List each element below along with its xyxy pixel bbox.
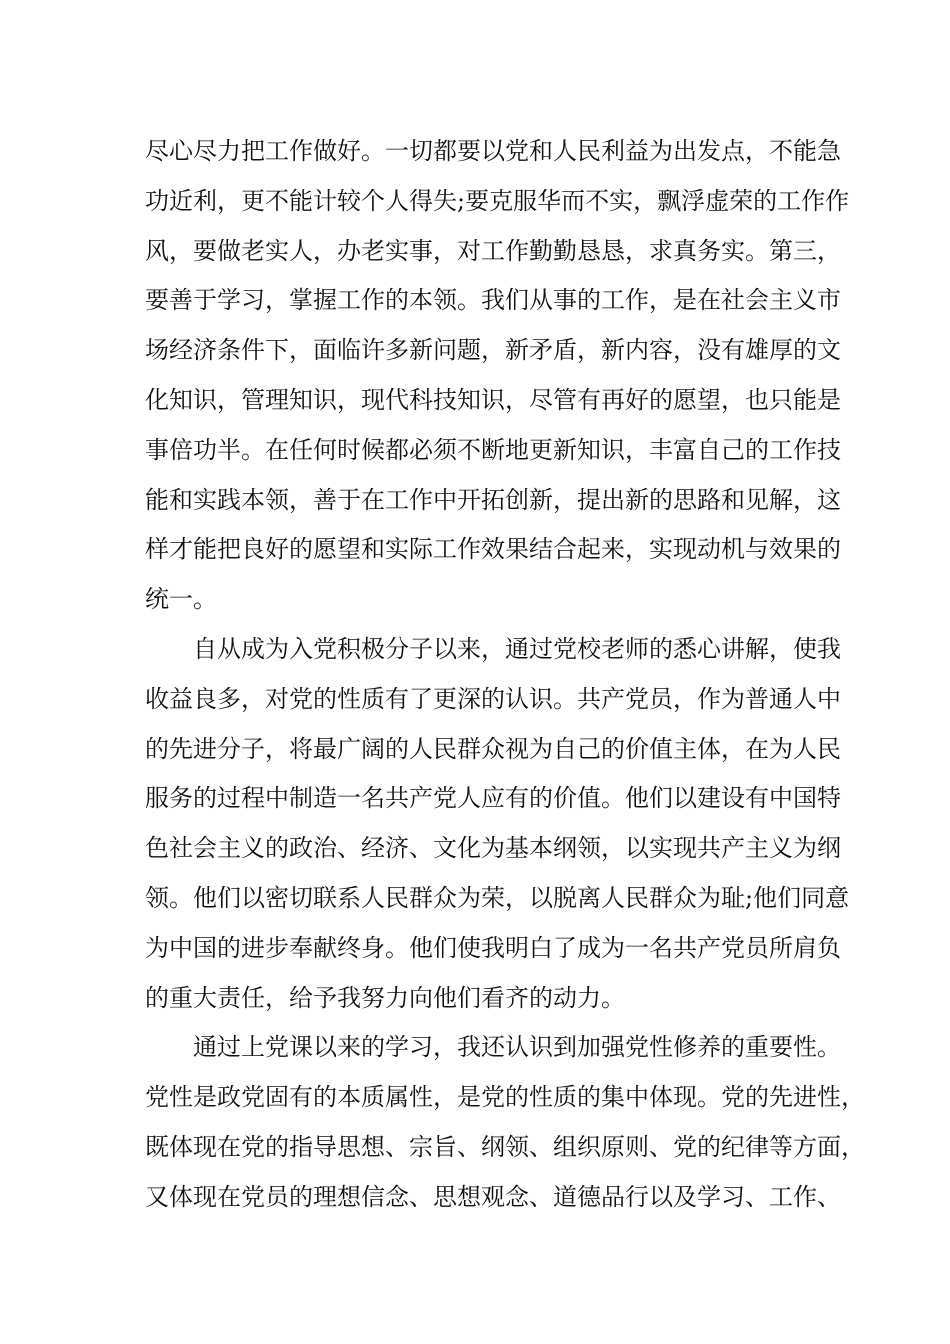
text-line: 党性是政党固有的本质属性，是党的性质的集中体现。党的先进性， xyxy=(145,1083,865,1112)
text-line: 收益良多，对党的性质有了更深的认识。共产党员，作为普通人中 xyxy=(145,684,841,713)
paragraph-first-line: 自从成为入党积极分子以来，通过党校老师的悉心讲解，使我 xyxy=(193,634,841,663)
text-line: 样才能把良好的愿望和实际工作效果结合起来，实现动机与效果的 xyxy=(145,535,841,564)
text-line: 色社会主义的政治、经济、文化为基本纲领，以实现共产主义为纲 xyxy=(145,834,841,863)
text-line: 为中国的进步奉献终身。他们使我明白了成为一名共产党员所肩负 xyxy=(145,933,841,962)
text-line: 场经济条件下，面临许多新问题，新矛盾，新内容，没有雄厚的文 xyxy=(145,336,841,365)
text-line: 能和实践本领，善于在工作中开拓创新，提出新的思路和见解，这 xyxy=(145,485,841,514)
text-line: 既体现在党的指导思想、宗旨、纲领、组织原则、党的纪律等方面， xyxy=(145,1132,865,1161)
text-line: 的先进分子，将最广阔的人民群众视为自己的价值主体，在为人民 xyxy=(145,734,841,763)
text-line: 的重大责任，给予我努力向他们看齐的动力。 xyxy=(145,983,625,1012)
text-line: 服务的过程中制造一名共产党人应有的价值。他们以建设有中国特 xyxy=(145,784,841,813)
paragraph-first-line: 通过上党课以来的学习，我还认识到加强党性修养的重要性。 xyxy=(193,1033,841,1062)
text-line: 风，要做老实人，办老实事，对工作勤勤恳恳，求真务实。第三， xyxy=(145,236,841,265)
text-line: 领。他们以密切联系人民群众为荣，以脱离人民群众为耻;他们同意 xyxy=(145,883,850,912)
text-line: 事倍功半。在任何时候都必须不断地更新知识，丰富自己的工作技 xyxy=(145,435,841,464)
text-line: 化知识，管理知识，现代科技知识，尽管有再好的愿望，也只能是 xyxy=(145,385,841,414)
body-text xyxy=(145,127,865,1223)
text-line: 功近利，更不能计较个人得失;要克服华而不实，飘浮虚荣的工作作 xyxy=(145,186,850,215)
text-line: 统一。 xyxy=(145,585,217,614)
text-line: 要善于学习，掌握工作的本领。我们从事的工作，是在社会主义市 xyxy=(145,286,841,315)
text-line: 尽心尽力把工作做好。一切都要以党和人民利益为出发点，不能急 xyxy=(145,137,841,165)
text-line: 又体现在党员的理想信念、思想观念、道德品行以及学习、工作、 xyxy=(145,1182,841,1211)
